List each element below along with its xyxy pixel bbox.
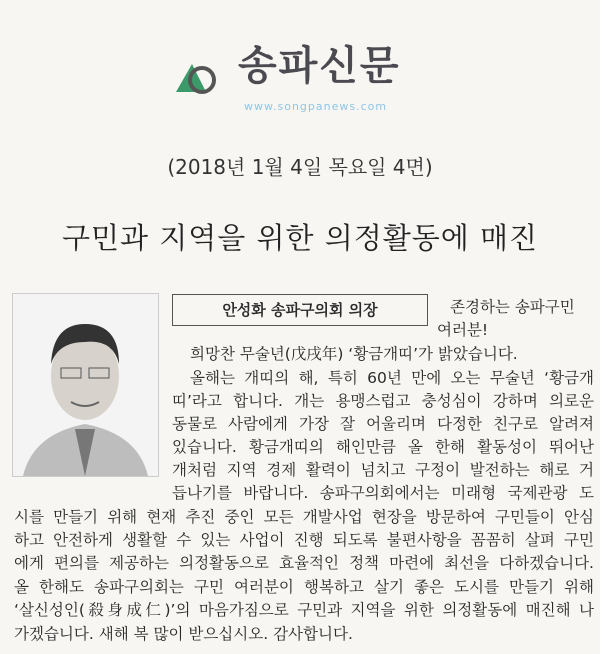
newspaper-logo-icon (172, 56, 224, 100)
body-line: 개처럼 지역 경제 활력이 넘치고 구정이 발전하는 해로 거 (172, 461, 594, 479)
body-line: 존경하는 송파구민 (450, 298, 575, 316)
body-line: 에게 편의를 제공하는 의정활동으로 효율적인 정책 마련에 최선을 다하겠습니다. (14, 554, 594, 572)
body-line: 듭나기를 바랍니다. 송파구의회에서는 미래형 국제관광 도 (172, 484, 594, 502)
author-photo (12, 293, 159, 477)
body-line: 올해는 개띠의 해, 특히 60년 만에 오는 무술년 ‘황금개 (190, 369, 594, 387)
date-line: (2018년 1월 4일 목요일 4면) (167, 155, 433, 179)
body-line: 올 한해도 송파구의회는 구민 여러분이 행복하고 살기 좋은 도시를 만들기 위해 (14, 578, 594, 596)
body-line: 띠’라고 합니다. 개는 용맹스럽고 충성심이 강하며 의로운 (172, 392, 594, 410)
body-line: 여러분! (437, 321, 489, 339)
headline: 구민과 지역을 위한 의정활동에 매진 (61, 221, 539, 255)
body-line: 희망찬 무술년(戊戌年) ‘황금개띠’가 밝았습니다. (190, 345, 518, 363)
body-line: 가겠습니다. 새해 복 많이 받으십시오. 감사합니다. (14, 625, 353, 643)
masthead-name: 송파신문 (238, 43, 401, 89)
body-line: 있습니다. 황금개띠의 해인만큼 올 한해 활동성이 뛰어난 (172, 438, 594, 456)
body-line: 동물로 사람에게 가장 잘 어울리며 다정한 친구로 알려져 (172, 415, 594, 433)
body-line: ‘살신성인(殺身成仁)’의 마음가짐으로 구민과 지역을 위한 의정활동에 매진해 나 (14, 601, 594, 619)
byline: 안성화 송파구의회 의장 (172, 294, 428, 326)
body-line: 시를 만들기 위해 현재 추진 중인 모든 개발사업 현장을 방문하여 구민들이 안심 (14, 508, 594, 526)
body-line: 하고 안전하게 생활할 수 있는 사업이 진행 되도록 불편사항을 꼼꼼히 살펴 구민 (14, 531, 594, 549)
masthead-url: www.songpanews.com (244, 100, 388, 113)
